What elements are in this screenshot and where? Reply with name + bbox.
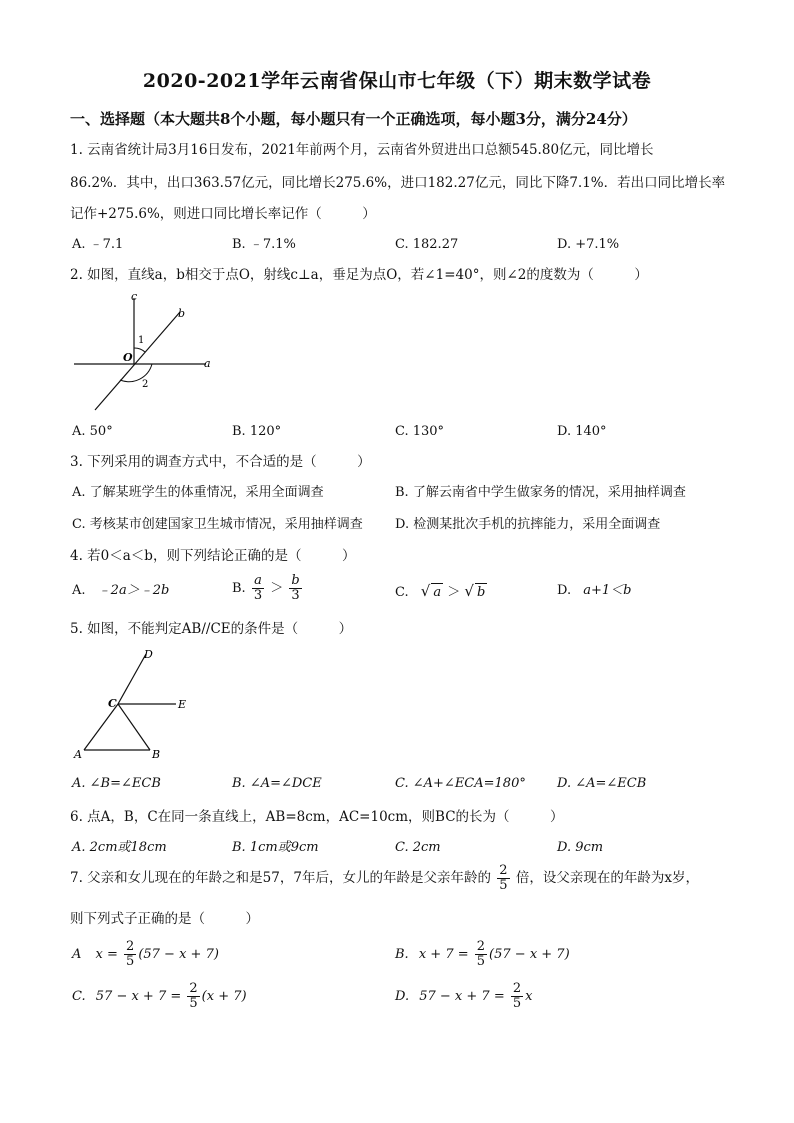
sqrt-icon: √ [464,582,474,600]
q7-option-d [395,982,532,1012]
q7-b-num: 2 [476,939,486,954]
q4-line1: 4. 若0＜a＜b，则下列结论正确的是（ ） [70,548,356,564]
q7-option-a [72,940,219,970]
q1-line3: 记作+275.6%，则进口同比增长率记作（ ） [70,206,376,222]
q3-line1: 3. 下列采用的调查方式中，不合适的是（ ） [70,454,371,470]
q6-option-a: A. 2cm或18cm [72,840,167,855]
q3-option-d: D. 检测某批次手机的抗摔能力，采用全面调查 [395,517,661,532]
q4-a-expr: ﹣2a＞﹣2b [97,583,170,598]
label-a: A [74,748,82,761]
q4-option-a [72,582,169,600]
q4-b-op: ＞ [270,581,284,596]
ray-cd [118,654,146,704]
q3-option-a: A. 了解某班学生的体重情况，采用全面调查 [72,485,324,500]
q7-a-den: 5 [126,954,135,969]
q2-option-d: D. 140° [557,424,607,439]
segment-ac [84,704,118,750]
q7-line1 [70,864,699,893]
q7-b-den: 5 [476,954,486,969]
q7-a-num: 2 [126,939,135,954]
q3-option-b: B. 了解云南省中学生做家务的情况，采用抽样调查 [395,485,686,500]
label-a: a [204,357,211,370]
q7-b-fraction [475,940,487,969]
q7-c-post: (x + 7) [201,989,247,1004]
q2-option-a: A. 50° [72,424,113,439]
q4-b-right-den: 3 [291,588,300,603]
q7-b-post: (57 − x + 7) [489,947,570,962]
q2-option-b: B. 120° [232,424,282,439]
q1-option-c: C. 182.27 [395,237,459,252]
angle-1-arc [134,348,145,352]
segment-cb [118,704,150,750]
q7-text-post: 倍，设父亲现在的年龄为x岁， [515,870,699,886]
q1-line2: 86.2%．其中，出口363.57亿元，同比增长275.6%，进口182.27亿元，同比下降7.1%．若出口同比增长率 [70,175,726,191]
q7-fraction-den: 5 [499,878,508,893]
q7-a-pre: x = [95,947,118,962]
label-b: B [152,748,161,761]
q6-option-d: D. 9cm [557,840,604,855]
q7-d-fraction [511,982,523,1011]
line-b [95,312,180,410]
q6-option-b: B. 1cm或9cm [232,840,319,855]
q4-option-b [232,574,304,603]
label-angle-2: 2 [142,379,149,390]
label-o: O [123,351,133,364]
q1-option-d: D. +7.1% [557,237,620,252]
q4-a-label: A. [72,583,86,598]
q6-option-c: C. 2cm [395,840,441,855]
q4-b-right-num: b [291,573,300,588]
q4-b-right-fraction [289,574,301,603]
q7-b-pre: x + 7 = [418,947,469,962]
q1-line1: 1. 云南省统计局3月16日发布，2021年前两个月，云南省外贸进出口总额545.80亿元，同比增长 [70,142,654,158]
q7-c-pre: 57 − x + 7 = [95,989,182,1004]
q7-d-label: D. [395,989,410,1004]
q4-b-left-den: 3 [253,588,263,603]
q2-option-c: C. 130° [395,424,445,439]
q7-d-den: 5 [512,996,522,1011]
q7-c-den: 5 [189,996,198,1011]
q7-option-b [395,940,570,970]
page-title: 2020-2021学年云南省保山市七年级（下）期末数学试卷 [142,70,652,92]
q7-option-c [72,982,247,1012]
q7-fraction [497,864,509,893]
q5-figure [68,644,198,764]
q7-a-label: A [72,947,82,962]
q4-d-expr: a+1＜b [583,583,632,598]
q7-d-post: x [525,989,533,1004]
q4-b-left-num: a [254,573,262,588]
q4-c-op: ＞ [447,585,461,600]
q6-line1: 6. 点A，B，C在同一条直线上，AB=8cm，AC=10cm，则BC的长为（ ） [70,809,564,825]
q4-option-c [395,582,487,602]
label-e: E [178,698,187,711]
q7-a-post: (57 − x + 7) [138,947,219,962]
q5-line1: 5. 如图，不能判定AB//CE的条件是（ ） [70,621,353,637]
q5-option-b: B. ∠A=∠DCE [232,776,322,791]
q4-c-left: a [433,585,442,600]
q4-b-label: B. [232,581,246,596]
q4-option-d [557,582,631,600]
q7-a-fraction [124,940,136,969]
q4-b-left-fraction [252,574,264,603]
label-angle-1: 1 [138,335,145,346]
q5-option-a: A. ∠B=∠ECB [72,776,161,791]
label-b: b [178,307,186,320]
q4-c-right: b [476,585,486,600]
q2-line1: 2. 如图，直线a，b相交于点O，射线c⊥a，垂足为点O，若∠1=40°，则∠2的度数为（ ） [70,267,648,283]
q5-option-c: C. ∠A+∠ECA=180° [395,776,526,791]
label-d: D [144,648,153,661]
q5-option-d: D. ∠A=∠ECB [557,776,647,791]
q2-figure [68,290,218,414]
q7-line2: 则下列式子正确的是（ ） [70,911,259,927]
q7-c-label: C. [72,989,86,1004]
q4-d-label: D. [557,583,572,598]
q7-c-fraction [187,982,199,1011]
q1-option-b: B. ﹣7.1% [232,237,296,252]
q7-b-label: B. [395,947,409,962]
q1-option-a: A. ﹣7.1 [72,237,124,252]
q3-option-c: C. 考核某市创建国家卫生城市情况，采用抽样调查 [72,517,363,532]
q7-fraction-num: 2 [499,863,508,878]
q7-c-num: 2 [189,981,198,996]
label-c: C [108,697,117,710]
sqrt-icon: √ [420,582,431,600]
q7-d-pre: 57 − x + 7 = [419,989,505,1004]
section-heading: 一、选择题（本大题共8个小题，每小题只有一个正确选项，每小题3分，满分24分） [70,110,637,128]
q7-d-num: 2 [512,981,522,996]
q7-text-pre: 7. 父亲和女儿现在的年龄之和是57，7年后，女儿的年龄是父亲年龄的 [70,870,491,886]
label-c: c [131,290,138,303]
q4-c-label: C. [395,585,409,600]
